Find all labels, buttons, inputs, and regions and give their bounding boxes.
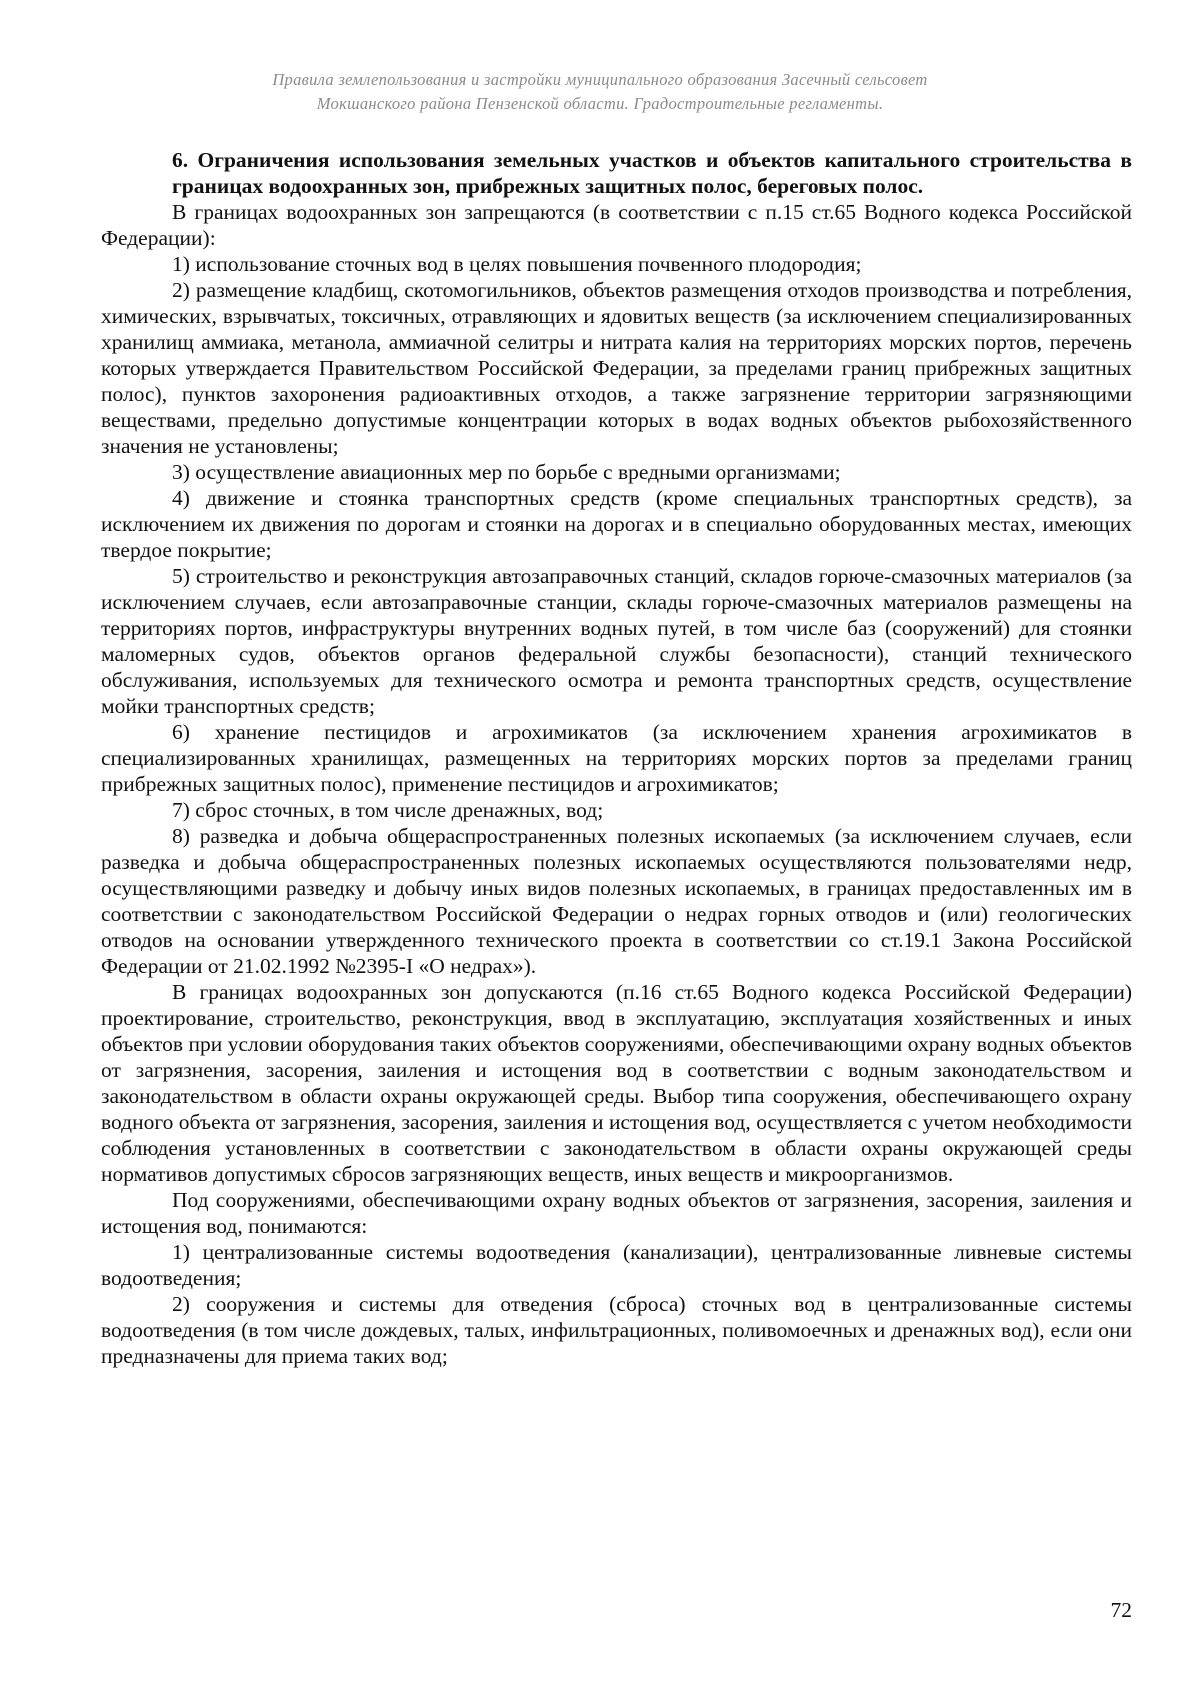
paragraph-prohibition-3: 3) осуществление авиационных мер по борьбе с вредными организмами; xyxy=(172,460,841,484)
document-body xyxy=(101,147,1132,1369)
paragraph-prohibition-2: 2) размещение кладбищ, скотомогильников, объектов размещения отходов производства и потребления, химических, взрывчатых, токсичных, отравляющих и ядовитых веществ (за исключением специализированных хранилищ аммиака, метанола, аммиачной селитры и нитрата калия на территориях морских портов, перечень которых утверждается Правительством Российской Федерации, за пределами границ прибрежных защитных полос), пунктов захоронения радиоактивных отходов, а также загрязнение территории загрязняющими веществами, предельно допустимые концентрации которых в водах водных объектов рыбохозяйственного значения не установлены; xyxy=(101,278,1132,458)
paragraph-prohibition-4: 4) движение и стоянка транспортных средств (кроме специальных транспортных средств), за исключением их движения по дорогам и стоянки на дорогах и в специально оборудованных местах, имеющих твердое покрытие; xyxy=(101,486,1132,562)
paragraph-prohibition-8: 8) разведка и добыча общераспространенных полезных ископаемых (за исключением случаев, если разведка и добыча общераспространенных полезных ископаемых осуществляются пользователями недр, осуществляющими разведку и добычу иных видов полезных ископаемых, в границах предоставленных им в соответствии с законодательством Российской Федерации о недрах горных отводов и (или) геологических отводов на основании утвержденного технического проекта в соответствии со ст.19.1 Закона Российской Федерации от 21.02.1992 №2395-I «О недрах»). xyxy=(101,824,1132,978)
paragraph-water-zone-prohibitions-intro: В границах водоохранных зон запрещаются (в соответствии с п.15 ст.65 Водного кодекса Российской Федерации): xyxy=(101,200,1132,250)
paragraph-prohibition-7: 7) сброс сточных, в том числе дренажных, вод; xyxy=(172,798,604,822)
running-header xyxy=(100,68,1100,116)
page-number: 72 xyxy=(1110,1598,1132,1622)
paragraph-structure-2: 2) сооружения и системы для отведения (сброса) сточных вод в централизованные системы водоотведения (в том числе дождевых, талых, инфильтрационных, поливомоечных и дренажных вод), если они предназначены для приема таких вод; xyxy=(101,1292,1132,1368)
paragraph-prohibition-5: 5) строительство и реконструкция автозаправочных станций, складов горюче-смазочных материалов (за исключением случаев, если автозаправочные станции, склады горюче-смазочных материалов размещены на территориях портов, инфраструктуры внутренних водных путей, в том числе баз (сооружений) для стоянки маломерных судов, объектов органов федеральной службы безопасности), станций технического обслуживания, используемых для технического осмотра и ремонта транспортных средств, осуществление мойки транспортных средств; xyxy=(101,564,1132,718)
paragraph-protective-structures-intro: Под сооружениями, обеспечивающими охрану водных объектов от загрязнения, засорения, заиления и истощения вод, понимаются: xyxy=(101,1188,1132,1238)
paragraph-prohibition-6: 6) хранение пестицидов и агрохимикатов (за исключением хранения агрохимикатов в специализированных хранилищах, размещенных на территориях морских портов за пределами границ прибрежных защитных полос), применение пестицидов и агрохимикатов; xyxy=(101,720,1132,796)
running-header-line-1: Правила землепользования и застройки муниципального образования Засечный сельсовет xyxy=(272,70,928,89)
running-header-line-2: Мокшанского района Пензенской области. Градостроительные регламенты. xyxy=(316,94,884,113)
paragraph-structure-1: 1) централизованные системы водоотведения (канализации), централизованные ливневые системы водоотведения; xyxy=(101,1240,1132,1290)
section-title: 6. Ограничения использования земельных участков и объектов капитального строительства в границах водоохранных зон, прибрежных защитных полос, береговых полос. xyxy=(172,148,1132,198)
paragraph-permitted-activities: В границах водоохранных зон допускаются (п.16 ст.65 Водного кодекса Российской Федерации) проектирование, строительство, реконструкция, ввод в эксплуатацию, эксплуатация хозяйственных и иных объектов при условии оборудования таких объектов сооружениями, обеспечивающими охрану водных объектов от загрязнения, засорения, заиления и истощения вод в соответствии с водным законодательством и законодательством в области охраны окружающей среды. Выбор типа сооружения, обеспечивающего охрану водного объекта от загрязнения, засорения, заиления и истощения вод, осуществляется с учетом необходимости соблюдения установленных в соответствии с законодательством в области охраны окружающей среды нормативов допустимых сбросов загрязняющих веществ, иных веществ и микроорганизмов. xyxy=(101,980,1132,1186)
paragraph-prohibition-1: 1) использование сточных вод в целях повышения почвенного плодородия; xyxy=(172,252,862,276)
